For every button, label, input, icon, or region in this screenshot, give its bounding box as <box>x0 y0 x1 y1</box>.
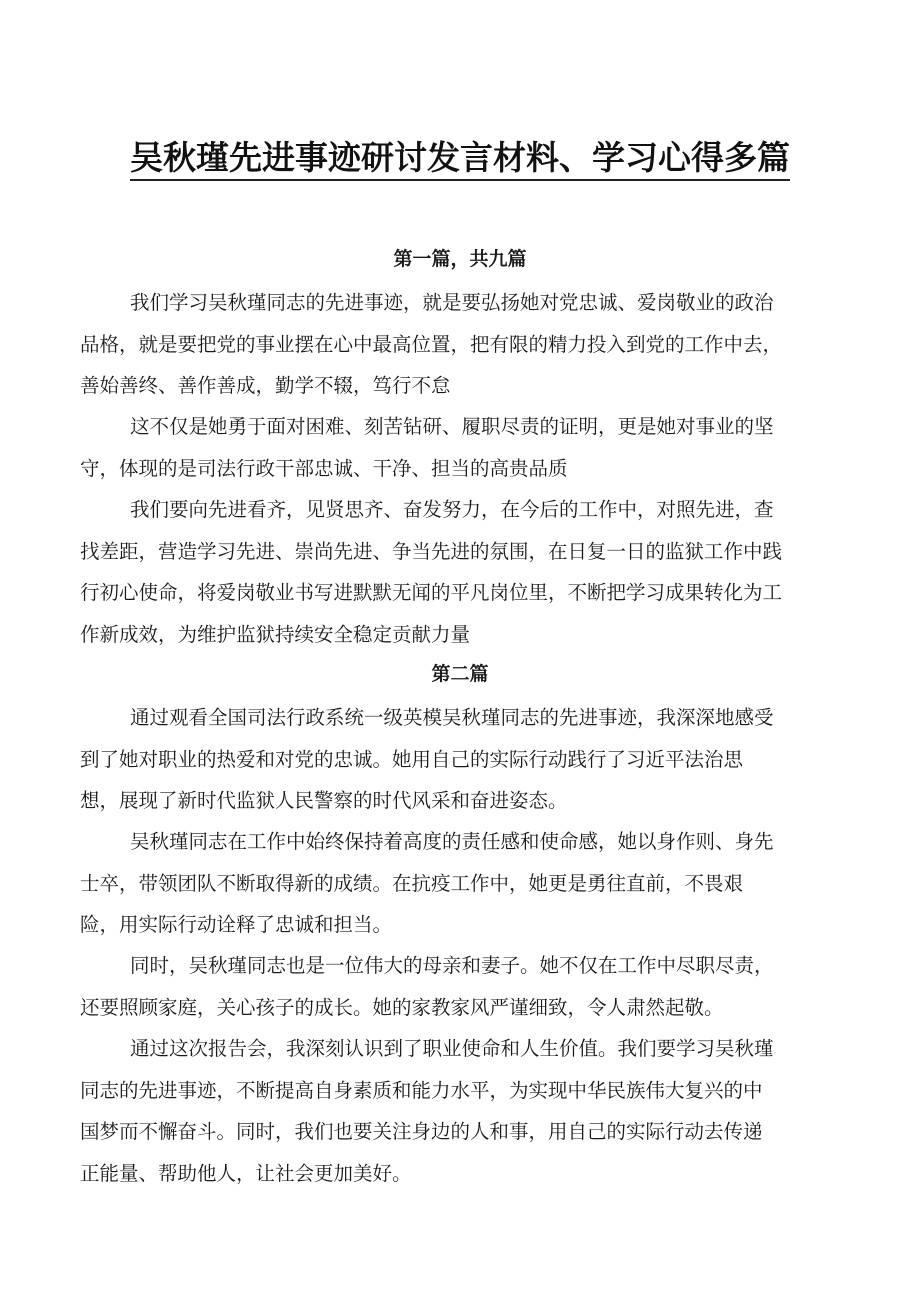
paragraph <box>80 1028 880 1194</box>
paragraph-line: 通过观看全国司法行政系统一级英模吴秋瑾同志的先进事迹，我深深地感受 <box>130 706 774 729</box>
paragraph-line: 想，展现了新时代监狱人民警察的时代风采和奋进姿态。 <box>80 789 568 812</box>
paragraph-line: 同志的先进事迹，不断提高自身素质和能力水平，为实现中华民族伟大复兴的中 <box>80 1078 763 1102</box>
paragraph-line: 正能量、帮助他人，让社会更加美好。 <box>80 1161 412 1185</box>
paragraph-line: 吴秋瑾同志在工作中始终保持着高度的责任感和使命感，她以身作则、身先 <box>130 830 774 853</box>
paragraph-line: 守，体现的是司法行政干部忠诚、干净、担当的高贵品质 <box>80 456 568 480</box>
paragraph <box>80 697 880 822</box>
paragraph <box>80 945 880 1028</box>
paragraph-line: 这不仅是她勇于面对困难、刻苦钻研、履职尽责的证明，更是她对事业的坚 <box>130 415 774 438</box>
paragraph-line: 作新成效，为维护监狱持续安全稳定贡献力量 <box>80 622 471 646</box>
section-heading-1: 第一篇，共九篇 <box>393 248 527 270</box>
paragraph-line: 善始善终、善作善成，勤学不辍，笃行不怠 <box>80 374 451 397</box>
paragraph <box>80 821 880 946</box>
paragraph-line: 同时，吴秋瑾同志也是一位伟大的母亲和妻子。她不仅在工作中尽职尽责， <box>130 954 774 977</box>
paragraph <box>80 406 880 489</box>
paragraph-line: 品格，就是要把党的事业摆在心中最高位置，把有限的精力投入到党的工作中去， <box>80 332 783 356</box>
paragraph-line: 我们学习吴秋瑾同志的先进事迹，就是要弘扬她对党忠诚、爱岗敬业的政治 <box>130 291 774 314</box>
paragraph <box>80 282 880 407</box>
section-heading-2: 第二篇 <box>431 663 489 685</box>
paragraph <box>80 489 880 655</box>
document-title-text: 吴秋瑾先进事迹研讨发言材料、学习心得多篇 <box>130 138 790 181</box>
paragraph-line: 士卒，带领团队不断取得新的成绩。在抗疫工作中，她更是勇往直前，不畏艰 <box>80 871 744 895</box>
paragraph-line: 行初心使命，将爱岗敬业书写进默默无闻的平凡岗位里，不断把学习成果转化为工 <box>80 581 783 604</box>
paragraph-line: 国梦而不懈奋斗。同时，我们也要关注身边的人和事，用自己的实际行动去传递 <box>80 1120 763 1143</box>
paragraph-line: 险，用实际行动诠释了忠诚和担当。 <box>80 913 393 936</box>
paragraph-line: 还要照顾家庭，关心孩子的成长。她的家教家风严谨细致，令人肃然起敬。 <box>80 995 724 1019</box>
document-title <box>0 136 920 180</box>
paragraph-line: 我们要向先进看齐，见贤思齐、奋发努力，在今后的工作中，对照先进，查 <box>130 498 774 521</box>
paragraph-line: 通过这次报告会，我深刻认识到了职业使命和人生价值。我们要学习吴秋瑾 <box>130 1037 774 1060</box>
paragraph-line: 到了她对职业的热爱和对党的忠诚。她用自己的实际行动践行了习近平法治思 <box>80 747 744 771</box>
paragraph-line: 找差距，营造学习先进、崇尚先进、争当先进的氛围，在日复一日的监狱工作中践 <box>80 539 783 563</box>
